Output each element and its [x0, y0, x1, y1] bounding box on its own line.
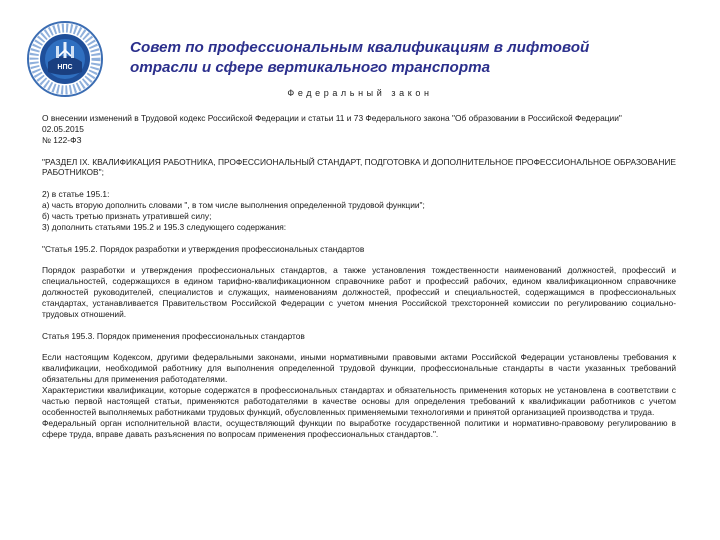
- law-type-heading: Федеральный закон: [287, 88, 433, 98]
- law-date: 02.05.2015: [42, 123, 84, 134]
- article-195-2-title: "Статья 195.2. Порядок разработки и утверждения профессиональных стандартов: [42, 243, 365, 254]
- law-text: [42, 113, 676, 440]
- title-line-2: отрасли и сфере вертикального транспорта: [130, 59, 491, 76]
- svg-text:НПС: НПС: [57, 64, 73, 71]
- council-emblem-logo: [26, 20, 104, 98]
- article-195-2-text: Порядок разработки и утверждения профессиональных стандартов, а также установления тождественности наименований должностей, профессий и специальностей, содержащихся в едином тарифно-квалификационном справочнике работ и профессий рабочих, едином квалификационном справочнике должностей руководителей, специалистов и служащих, наименованиям должностей, профессий и специальностей, содержащимся в профессиональных стандартах, устанавливается Правительством Российской Федерации с учетом мнения Российской трехсторонней комиссии по регулированию социально-трудовых отношений.: [42, 265, 676, 319]
- law-subject: О внесении изменений в Трудовой кодекс Российской Федерации и статьи 11 и 73 Федерального закона "Об образовании в Российской Федерации": [42, 113, 622, 123]
- article-195-3-paragraph: Характеристики квалификации, которые содержатся в профессиональных стандартах и обязательность применения которых не установлена в соответствии с частью первой настоящей статьи, применяются работодателями в качестве основы для определения требований к квалификации работников с учетом особенностей выполняемых работниками трудовых функций, обусловленных применяемыми технологиями и принятой организацией производства и труда.: [42, 385, 676, 417]
- section-title: "РАЗДЕЛ IX. КВАЛИФИКАЦИЯ РАБОТНИКА, ПРОФЕССИОНАЛЬНЫЙ СТАНДАРТ, ПОДГОТОВКА И ДОПОЛНИТЕЛЬНОЕ ПРОФЕССИОНАЛЬНОЕ ОБРАЗОВАНИЕ РАБОТНИКОВ";: [42, 156, 676, 178]
- article-195-3-title: Статья 195.3. Порядок применения профессиональных стандартов: [42, 330, 305, 341]
- article-195-3-paragraph: Федеральный орган исполнительной власти, осуществляющий функции по выработке государственной политики и нормативно-правовому регулированию в сфере труда, вправе давать разъяснения по вопросам применения профессиональных стандартов.".: [42, 417, 676, 439]
- amendment-item: б) часть третью признать утратившей силу;: [42, 210, 212, 221]
- amendment-item: 2) в статье 195.1:: [42, 189, 110, 200]
- article-195-3-paragraph: Если настоящим Кодексом, другими федеральными законами, иными нормативными правовыми актами Российской Федерации установлены требования к квалификации, необходимой работнику для выполнения определенной трудовой функции, профессиональные стандарты в части указанных требований обязательны для применения работодателями.: [42, 352, 676, 385]
- law-number: № 122-ФЗ: [42, 134, 82, 145]
- amendment-item: а) часть вторую дополнить словами ", в том числе выполнения определенной трудовой функции";: [42, 200, 425, 211]
- organization-title: [130, 38, 690, 78]
- amendment-item: 3) дополнить статьями 195.2 и 195.3 следующего содержания:: [42, 221, 287, 232]
- title-line-1: Совет по профессиональным квалификациям в лифтовой: [130, 39, 590, 56]
